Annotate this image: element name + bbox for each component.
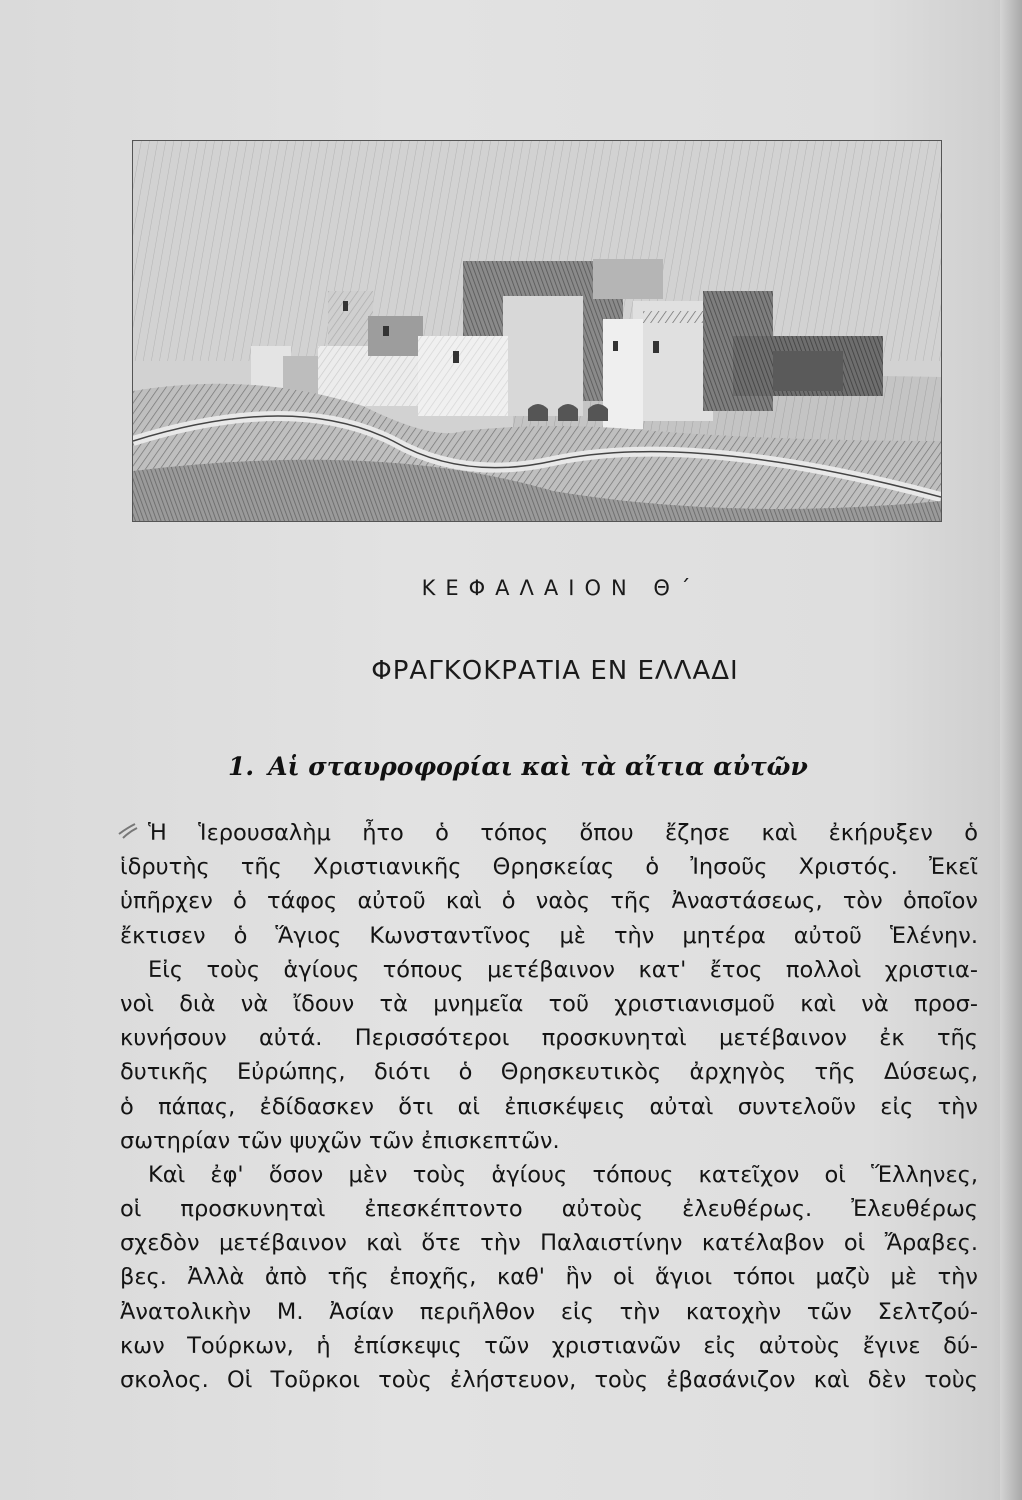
page-spine-shadow	[1000, 0, 1022, 1500]
text-line: βες. Ἀλλὰ ἀπὸ τῆς ἐποχῆς, καθ' ἣν οἱ ἅγιοι τόποι μαζὺ μὲ τὴν	[120, 1264, 978, 1291]
text-line: ὁ πάπας, ἐδίδασκεν ὅτι αἱ ἐπισκέψεις αὐταὶ συντελοῦν εἰς τὴν	[120, 1093, 978, 1120]
castle-illustration	[132, 140, 942, 522]
castle-drawing	[133, 141, 941, 521]
text-line: ὑπῆρχεν ὁ τάφος αὐτοῦ καὶ ὁ ναὸς τῆς Ἀναστάσεως, τὸν ὁποῖον	[120, 888, 978, 915]
text-line: ἔκτισεν ὁ Ἅγιος Κωνσταντῖνος μὲ τὴν μητέρα αὐτοῦ Ἑλένην.	[120, 922, 978, 949]
text-line: Καὶ ἐφ' ὅσον μὲν τοὺς ἁγίους τόπους κατεῖχον οἱ Ἕλληνες,	[148, 1161, 978, 1188]
section-heading	[228, 752, 988, 781]
text-line: σχεδὸν μετέβαινον καὶ ὅτε τὴν Παλαιστίνην κατέλαβον οἱ Ἄραβες.	[120, 1230, 978, 1257]
chapter-label: ΚΕΦΑΛΑΙΟΝ Θ΄	[421, 576, 701, 600]
section-number: 1.	[228, 752, 255, 781]
text-line: Ἡ Ἱερουσαλὴμ ἦτο ὁ τόπος ὅπου ἔζησε καὶ ἐκήρυξεν ὁ	[148, 820, 978, 846]
text-line: σκολος. Οἱ Τοῦρκοι τοὺς ἐλήστευον, τοὺς ἐβασάνιζον καὶ δὲν τοὺς	[120, 1367, 978, 1393]
text-line: δυτικῆς Εὐρώπης, διότι ὁ Θρησκευτικὸς ἀρχηγὸς τῆς Δύσεως,	[120, 1059, 978, 1086]
text-line: ἱδρυτὴς τῆς Χριστιανικῆς Θρησκείας ὁ Ἰησοῦς Χριστός. Ἐκεῖ	[120, 854, 978, 881]
text-line: Ἀνατολικὴν Μ. Ἀσίαν περιῆλθον εἰς τὴν κατοχὴν τῶν Σελτζού-	[120, 1298, 978, 1325]
section-title: Αἱ σταυροφορίαι καὶ τὰ αἴτια αὐτῶν	[268, 752, 808, 781]
text-line: κυνήσουν αὐτά. Περισσότεροι προσκυνηταὶ μετέβαινον ἐκ τῆς	[120, 1025, 978, 1052]
text-line: νοὶ διὰ νὰ ἴδουν τὰ μνημεῖα τοῦ χριστιανισμοῦ καὶ νὰ προσ-	[120, 990, 978, 1017]
text-line: Εἰς τοὺς ἁγίους τόπους μετέβαινον κατ' ἔτος πολλοὶ χριστια-	[148, 956, 978, 983]
text-line: οἱ προσκυνηταὶ ἐπεσκέπτοντο αὐτοὺς ἐλευθέρως. Ἐλευθέρως	[120, 1196, 978, 1223]
chapter-title: ΦΡΑΓΚΟΚΡΑΤΙΑ ΕΝ ΕΛΛΑΔΙ	[371, 656, 739, 686]
text-line: σωτηρίαν τῶν ψυχῶν τῶν ἐπισκεπτῶν.	[120, 1127, 560, 1154]
body-text	[120, 816, 978, 1397]
text-line: κων Τούρκων, ἡ ἐπίσκεψις τῶν χριστιανῶν εἰς αὐτοὺς ἔγινε δύ-	[120, 1332, 978, 1359]
